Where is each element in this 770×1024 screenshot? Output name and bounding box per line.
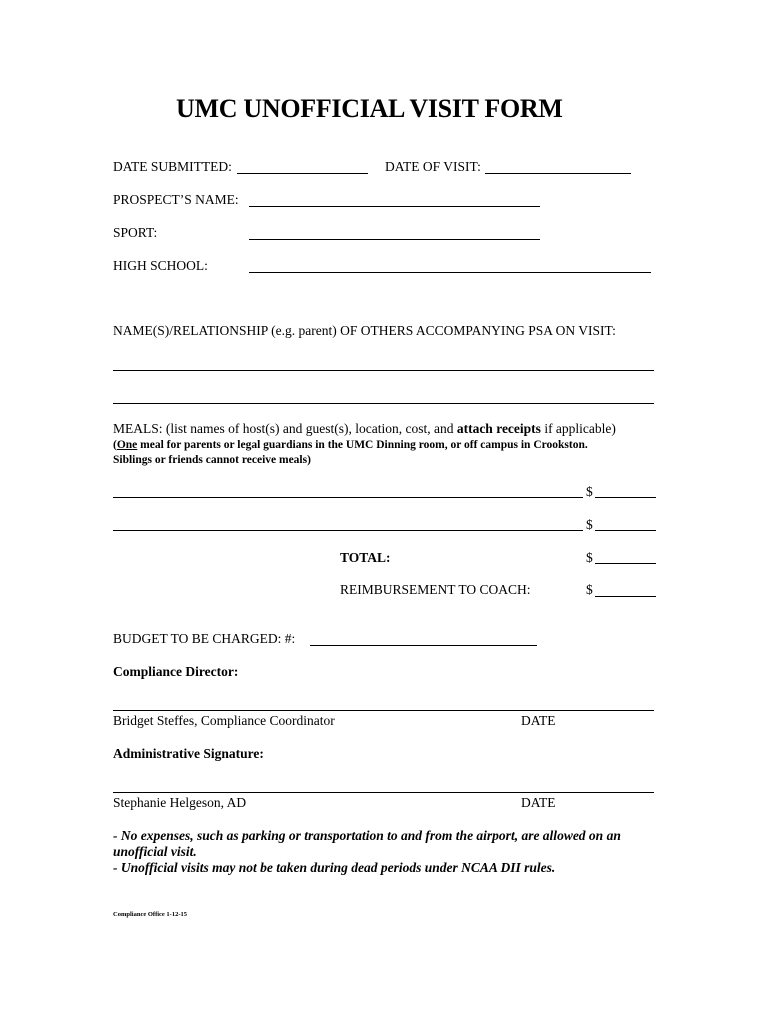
meal-dollar-2: $ [586, 517, 593, 532]
compliance-signature-line[interactable] [113, 710, 654, 711]
meal-dollar-1: $ [586, 484, 593, 499]
budget-label: BUDGET TO BE CHARGED: #: [113, 631, 296, 646]
date-of-visit-field[interactable] [485, 173, 631, 174]
others-label: NAME(S)/RELATIONSHIP (e.g. parent) OF OTHERS ACCOMPANYING PSA ON VISIT: [113, 323, 616, 338]
admin-heading: Administrative Signature: [113, 746, 264, 761]
note-line-3: - Unofficial visits may not be taken during dead periods under NCAA DII rules. [113, 860, 556, 875]
compliance-name: Bridget Steffes, Compliance Coordinator [113, 713, 335, 728]
compliance-date-label: DATE [521, 713, 556, 728]
reimbursement-amount-field[interactable] [595, 596, 656, 597]
meal-entry-1[interactable] [113, 497, 583, 498]
date-submitted-label: DATE SUBMITTED: [113, 159, 232, 174]
high-school-field[interactable] [249, 272, 651, 273]
budget-field[interactable] [310, 645, 537, 646]
form-title: UMC UNOFFICIAL VISIT FORM [176, 94, 563, 123]
high-school-label: HIGH SCHOOL: [113, 258, 208, 273]
sport-field[interactable] [249, 239, 540, 240]
admin-date-label: DATE [521, 795, 556, 810]
sport-label: SPORT: [113, 225, 158, 240]
others-field-1[interactable] [113, 370, 654, 371]
prospect-name-label: PROSPECT’S NAME: [113, 192, 239, 207]
others-field-2[interactable] [113, 403, 654, 404]
meal-amount-1[interactable] [595, 497, 656, 498]
admin-name: Stephanie Helgeson, AD [113, 795, 247, 810]
compliance-heading: Compliance Director: [113, 664, 239, 679]
reimbursement-dollar: $ [586, 582, 593, 597]
meal-entry-2[interactable] [113, 530, 583, 531]
meal-amount-2[interactable] [595, 530, 656, 531]
meals-note-line2: Siblings or friends cannot receive meals) [113, 454, 311, 466]
meals-note-line1: (One meal for parents or legal guardians in the UMC Dinning room, or off campus in Crookston. [113, 439, 588, 451]
total-dollar: $ [586, 550, 593, 565]
date-of-visit-label: DATE OF VISIT: [385, 159, 481, 174]
note-line-1: - No expenses, such as parking or transportation to and from the airport, are allowed on an [113, 828, 621, 843]
date-submitted-field[interactable] [237, 173, 368, 174]
total-amount-field[interactable] [595, 563, 656, 564]
reimbursement-label: REIMBURSEMENT TO COACH: [340, 582, 531, 597]
admin-signature-line[interactable] [113, 792, 654, 793]
note-line-2: unofficial visit. [113, 844, 197, 859]
total-label: TOTAL: [340, 550, 391, 565]
footer-text: Compliance Office 1-12-15 [113, 911, 188, 918]
meals-label: MEALS: (list names of host(s) and guest(s), location, cost, and attach receipts if applicable) [113, 421, 616, 436]
prospect-name-field[interactable] [249, 206, 540, 207]
